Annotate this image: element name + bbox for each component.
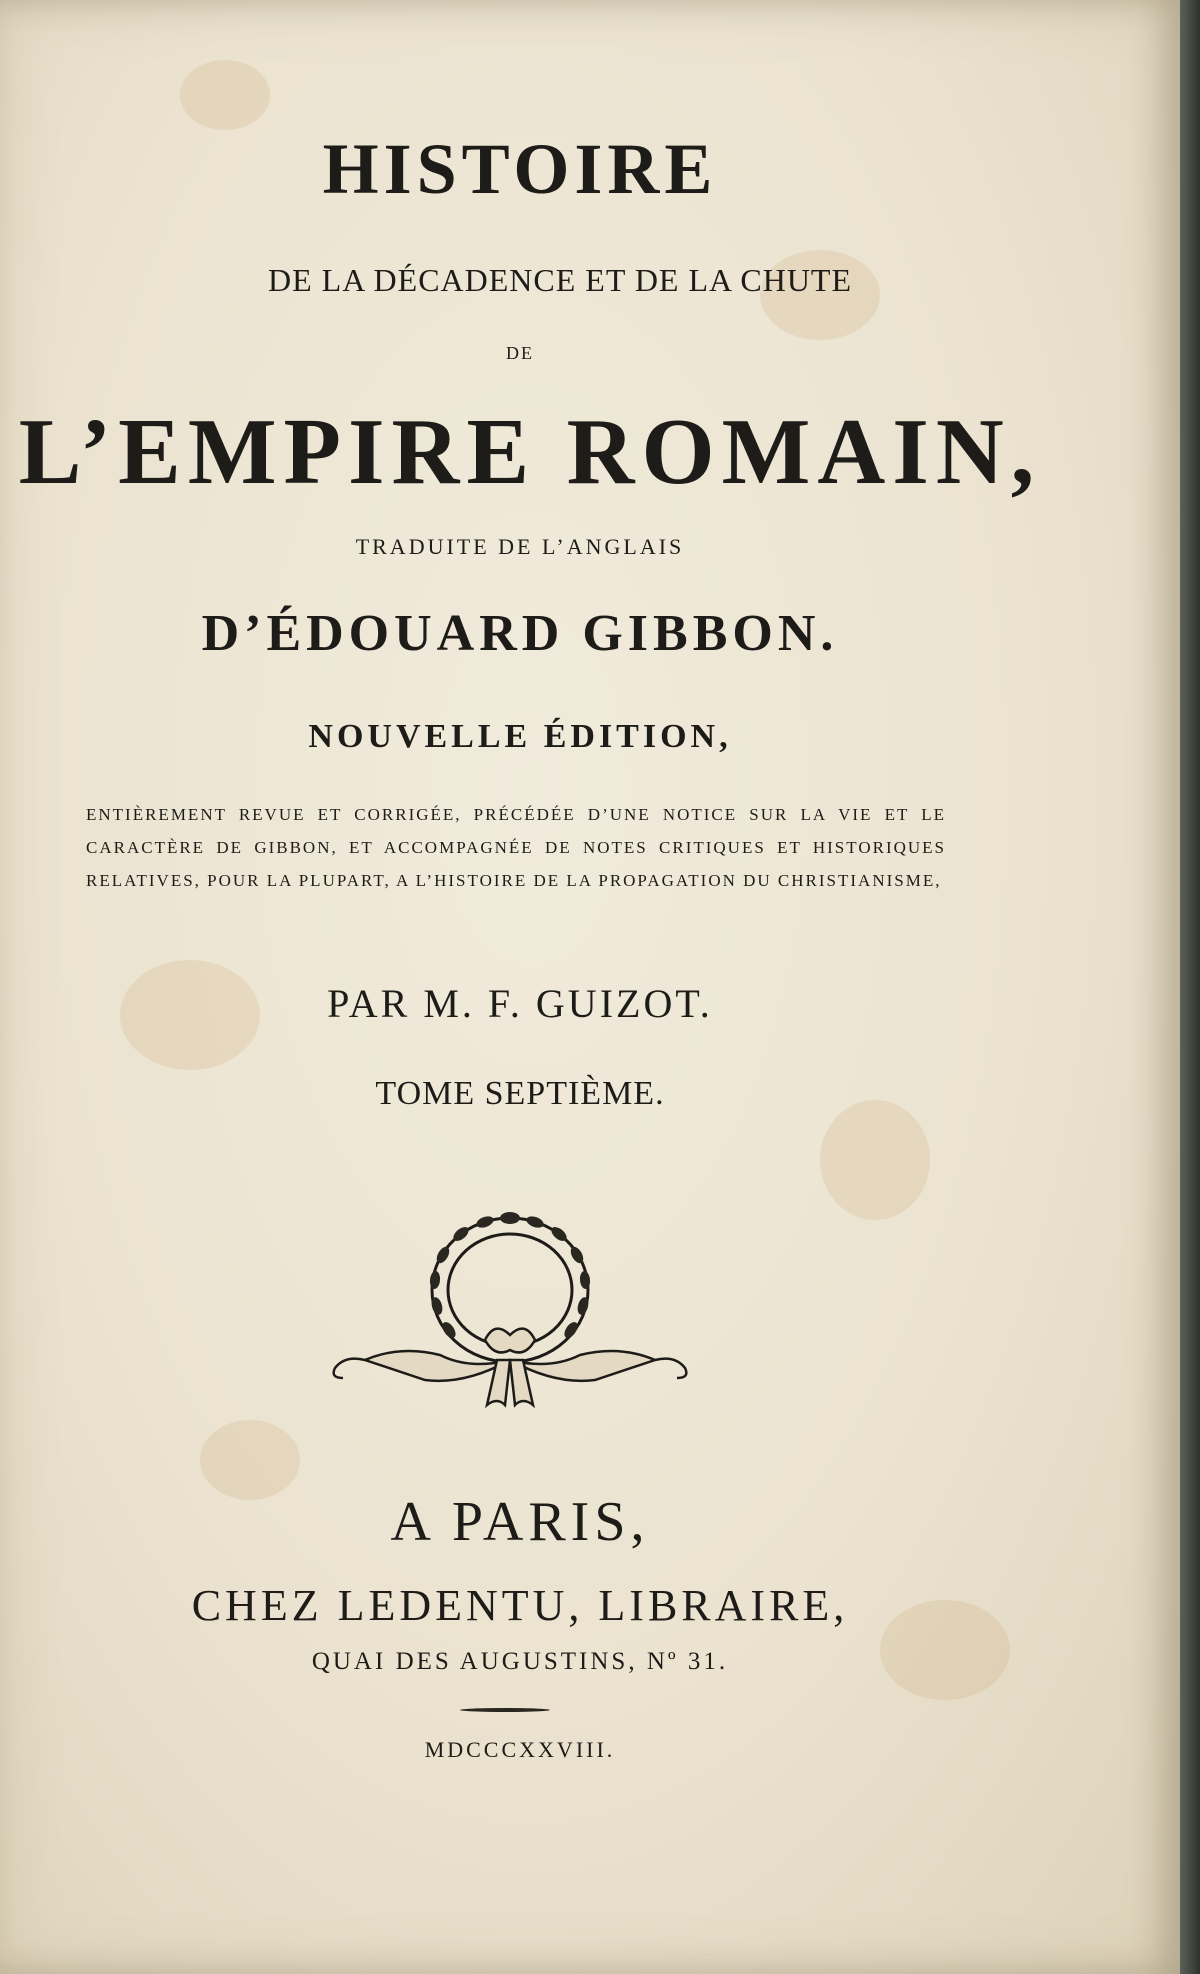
- empire-heading: L’EMPIRE ROMAIN,: [18, 400, 1042, 504]
- publisher-address: QUAI DES AUGUSTINS, Nº 31.: [311, 1648, 729, 1675]
- divider-rule: [460, 1708, 550, 1712]
- translation-note: TRADUITE DE L’ANGLAIS: [355, 534, 685, 559]
- foxing-stain: [820, 1100, 930, 1220]
- imprint-city: A PARIS,: [390, 1491, 650, 1553]
- foxing-stain: [180, 60, 270, 130]
- book-subtitle: DE LA DÉCADENCE ET DE LA CHUTE: [267, 262, 853, 298]
- publication-year: MDCCCXXVIII.: [424, 1737, 616, 1762]
- author-name: D’ÉDOUARD GIBBON.: [201, 605, 839, 662]
- edition-label: NOUVELLE ÉDITION,: [308, 718, 732, 755]
- publisher-name: CHEZ LEDENTU, LIBRAIRE,: [191, 1581, 849, 1630]
- editor-byline: PAR M. F. GUIZOT.: [327, 981, 713, 1026]
- edition-description: ENTIÈREMENT REVUE ET CORRIGÉE, PRÉCÉDÉE D’UNE NOTICE SUR LA VIE ET LE CARACTÈRE DE GIBBON, ET ACCOMPAGNÉE DE NOTES CRITIQUES ET HISTORIQUES RELATIVES, POUR LA PLUPART, A L’HISTOIRE DE LA PROPAGATION DU CHRISTIANISME,: [86, 805, 946, 890]
- laurel-wreath-icon: [325, 1200, 695, 1420]
- volume-label: TOME SEPTIÈME.: [375, 1075, 665, 1112]
- binding-edge: [1180, 0, 1200, 1974]
- title-connector: DE: [506, 343, 534, 363]
- foxing-stain: [200, 1420, 300, 1500]
- book-title: HISTOIRE: [322, 129, 718, 209]
